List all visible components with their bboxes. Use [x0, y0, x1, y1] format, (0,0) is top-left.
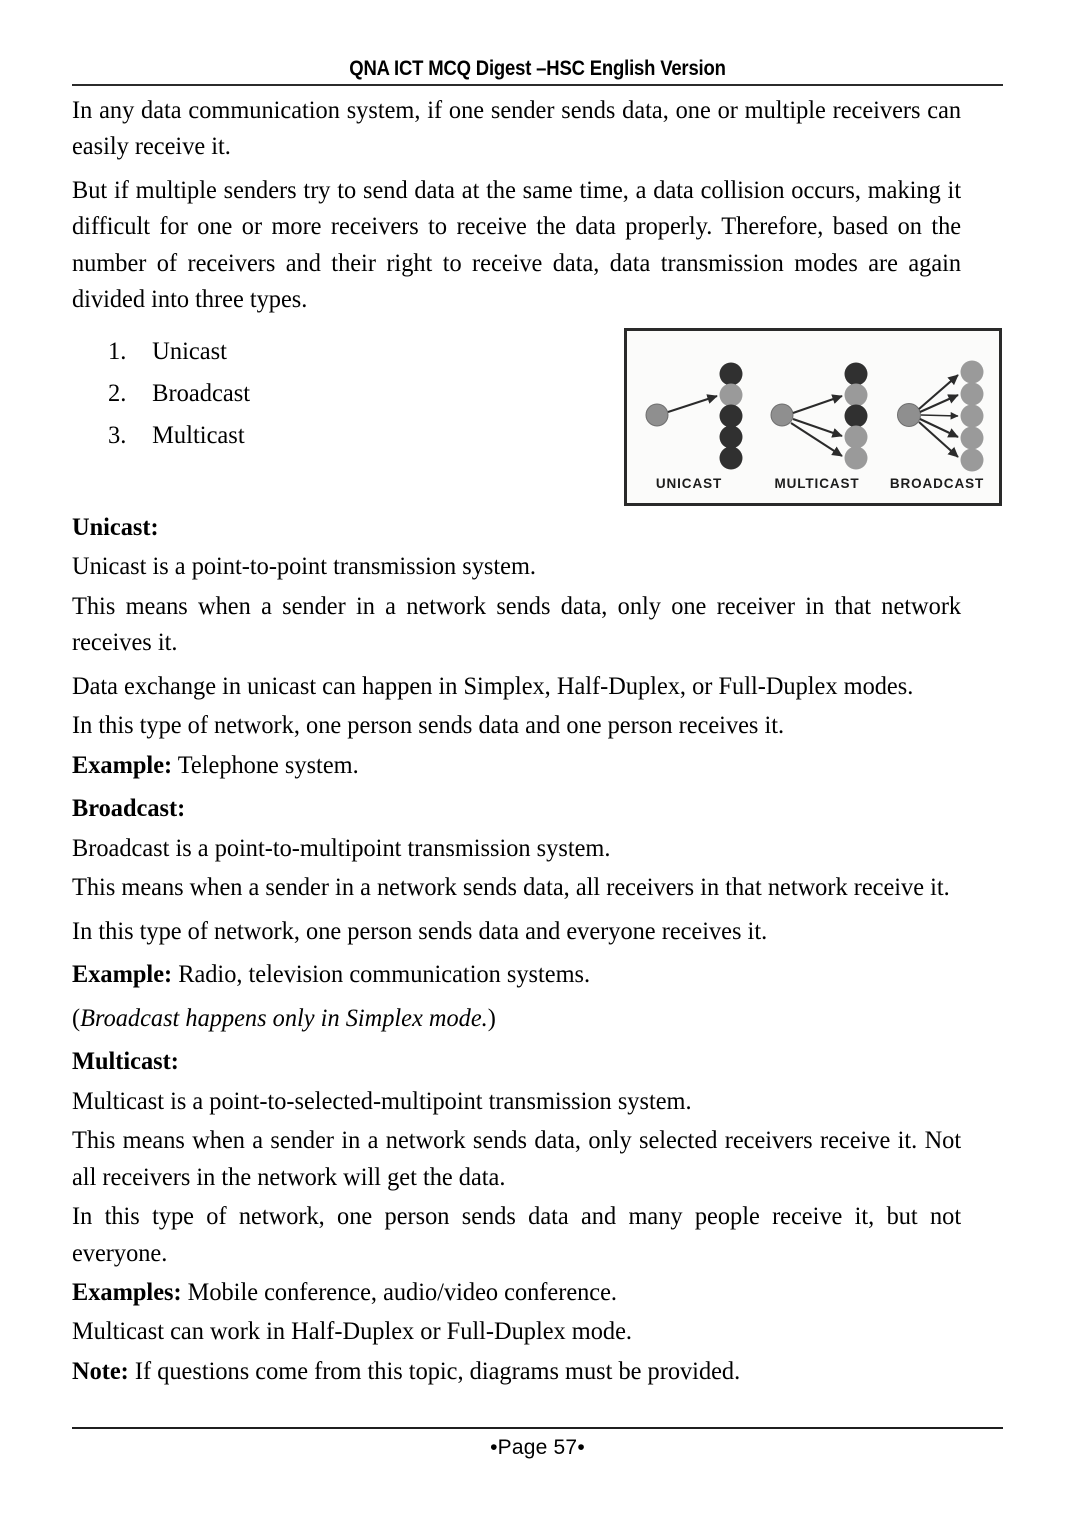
figure-label-multicast: MULTICAST: [774, 476, 860, 491]
multicast-arrow-1: [793, 396, 842, 413]
unicast-receiver-node-5: [720, 447, 743, 470]
section-heading-unicast: Unicast:: [72, 511, 159, 541]
list-item-label: Multicast: [152, 420, 245, 450]
list-item-label: Unicast: [152, 335, 227, 365]
examples-label: Examples:: [72, 1277, 182, 1307]
note-text: If questions come from this topic, diagrams must be provided.: [128, 1355, 741, 1385]
unicast-receiver-node-3: [720, 405, 743, 428]
multicast-sender-node: [771, 404, 793, 426]
unicast-receiver-node-2: [720, 384, 743, 407]
figure-panel-unicast: [646, 363, 743, 492]
transmission-modes-figure: [624, 328, 1002, 506]
unicast-explanation: This means when a sender in a network sends data, only one receiver in that network receives it.: [72, 590, 962, 657]
multicast-definition: Multicast is a point-to-selected-multipoint transmission system.: [72, 1085, 692, 1115]
note-label: Note:: [72, 1355, 129, 1385]
examples-text: Mobile conference, audio/video conference.: [181, 1277, 618, 1307]
multicast-duplex-line: Multicast can work in Half-Duplex or Full-Duplex mode.: [72, 1316, 633, 1346]
example-text: Telephone system.: [172, 749, 359, 779]
figure-panel-broadcast: [890, 361, 984, 492]
page-content: [72, 92, 1003, 1396]
list-item: [108, 414, 569, 456]
section-heading-broadcast: Broadcast:: [72, 793, 186, 823]
paragraph-intro-1: In any data communication system, if one sender sends data, one or multiple receivers can easily receive it.: [72, 95, 962, 161]
multicast-receiver-node-5: [845, 447, 868, 470]
unicast-arrow-1: [668, 396, 717, 412]
unicast-summary: In this type of network, one person sends data and one person receives it.: [72, 710, 785, 740]
unicast-example: [72, 747, 961, 783]
multicast-receiver-node-1: [845, 363, 868, 386]
broadcast-sender-node: [898, 404, 921, 427]
exam-note: [72, 1353, 961, 1389]
page-footer: [72, 1427, 1003, 1460]
figure-label-broadcast: BROADCAST: [889, 476, 985, 491]
example-label: Example:: [72, 959, 173, 989]
broadcast-simplex-note: (Broadcast happens only in Simplex mode.): [72, 1002, 496, 1032]
broadcast-receiver-node-5: [961, 449, 984, 472]
broadcast-arrow-3: [921, 415, 958, 416]
figure-label-unicast: UNICAST: [655, 476, 723, 491]
unicast-receiver-node-4: [720, 426, 743, 449]
multicast-summary: In this type of network, one person sends data and many people receive it, but not everyone.: [72, 1201, 962, 1267]
broadcast-explanation: This means when a sender in a network sends data, all receivers in that network receive it.: [72, 872, 950, 902]
page-header: [72, 58, 1003, 86]
broadcast-summary: In this type of network, one person sends data and everyone receives it.: [72, 915, 768, 945]
multicast-receiver-node-3: [845, 405, 868, 428]
broadcast-example: [72, 956, 961, 992]
header-title: QNA ICT MCQ Digest –HSC English Version: [349, 57, 726, 80]
broadcast-receiver-node-3: [961, 405, 984, 428]
unicast-sender-node: [646, 404, 668, 426]
broadcast-receiver-node-1: [961, 361, 984, 384]
broadcast-receiver-node-4: [961, 427, 984, 450]
list-item: [108, 330, 569, 372]
broadcast-simplex-note-text: Broadcast happens only in Simplex mode.: [80, 1002, 488, 1032]
section-heading-multicast: Multicast:: [72, 1046, 179, 1076]
multicast-receiver-node-4: [845, 426, 868, 449]
page-number: •Page 57•: [490, 1436, 585, 1459]
unicast-receiver-node-1: [720, 363, 743, 386]
footer-divider: [72, 1427, 1003, 1429]
multicast-examples: [72, 1274, 961, 1310]
list-item-label: Broadcast: [152, 378, 251, 408]
broadcast-receiver-node-2: [961, 383, 984, 406]
multicast-explanation: This means when a sender in a network sends data, only selected receivers receive it. Not all receivers in the network will get the data.: [72, 1125, 962, 1191]
example-text: Radio, television communication systems.: [172, 959, 591, 989]
unicast-duplex-note: Data exchange in unicast can happen in Simplex, Half-Duplex, or Full-Duplex modes.: [72, 670, 914, 700]
paragraph-intro-2: But if multiple senders try to send data at the same time, a data collision occurs, making it difficult for one or more receivers to receive the data properly. Therefore, based on the number of receivers and their right to receive data, data transmission modes are again divided into three types.: [72, 174, 962, 314]
header-divider: [72, 84, 1003, 86]
example-label: Example:: [72, 749, 173, 779]
broadcast-definition: Broadcast is a point-to-multipoint transmission system.: [72, 832, 611, 862]
figure-panel-multicast: [771, 363, 868, 492]
transmission-modes-diagram: [627, 331, 999, 503]
multicast-receiver-node-2: [845, 384, 868, 407]
unicast-definition: Unicast is a point-to-point transmission system.: [72, 551, 537, 581]
multicast-arrow-2: [793, 419, 842, 436]
list-item: [108, 372, 569, 414]
transmission-type-list: [72, 330, 588, 457]
